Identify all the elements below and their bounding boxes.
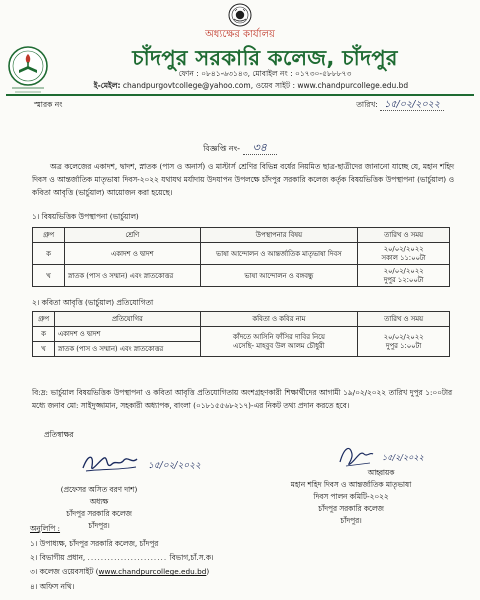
presentation-table xyxy=(32,227,450,287)
poem-cell xyxy=(200,327,358,357)
principal-org: চাঁদপুর সরকারি কলেজ xyxy=(66,509,132,518)
copy-item-text: ২। বিভাগীয় প্রধান, xyxy=(30,553,86,563)
list-item: ৪। অফিস নথি। xyxy=(30,581,75,591)
principal-sign-date: ১৫/০২/২০২২ xyxy=(148,461,201,471)
copy-item-text: ৩। কলেজ ওয়েবসাইট ( xyxy=(30,567,99,577)
committee-place: চাঁদপুর। xyxy=(340,516,362,525)
class-cell: একাদশ ও দ্বাদশ xyxy=(54,327,200,342)
col-header: কবিতা ও কবির নাম xyxy=(200,312,358,327)
convener-block xyxy=(256,467,446,527)
principal-signature-icon xyxy=(80,450,140,476)
notice-body: অত্র কলেজের একাদশ, দ্বাদশ, স্নাতক (পাস ও অনার্স) ও মাস্টার্স শ্রেণির বিভিন্ন বর্ষের নিয়মিত ছাত্র-ছাত্রীদের জানানো যাচ্ছে যে, মহান শহিদ দিবস ও আন্তর্জাতিক মাতৃভাষা দিবস-২০২২ যথাযথ মর্যাদায় উদযাপন উপলক্ষে চাঁদপুর সরকারি কলেজ কর্তৃক বিষয়ভিত্তিক উপস্থাপনা (ভার্চুয়াল) ও কবিতা আবৃত্তি (ভার্চুয়াল) আয়োজন করা হয়েছে। xyxy=(32,162,454,198)
col-header: শ্রেণি xyxy=(64,228,200,243)
notice-number: ৩৪ xyxy=(243,141,277,155)
committee-line2: দিবস পালন কমিটি-২০২২ xyxy=(313,492,389,501)
col-header: গ্রুপ xyxy=(33,228,65,243)
recitation-table xyxy=(32,311,450,357)
date-label: তারিখ: xyxy=(356,100,378,109)
datetime-cell xyxy=(358,243,450,265)
topic-cell: ভাষা আন্দোলন ও আন্তর্জাতিক মাতৃভাষা দিবস xyxy=(200,243,358,265)
group-cell: খ xyxy=(33,265,65,287)
table-header-row xyxy=(33,312,450,327)
col-header: তারিখ ও সময় xyxy=(358,228,450,243)
email-label: ই-মেইল: xyxy=(93,81,121,90)
committee-org: চাঁদপুর সরকারি কলেজ xyxy=(318,504,384,513)
time-text: দুপুর ১২:০০টা xyxy=(383,275,424,284)
countersign-label: প্রতিস্বাক্ষর xyxy=(44,430,74,439)
contact-line xyxy=(26,81,476,93)
table-row xyxy=(33,243,450,265)
committee-line1: মহান শহিদ দিবস ও আন্তর্জাতিক মাতৃভাষা xyxy=(290,480,412,489)
class-cell: স্নাতক (পাস ও সম্মান) এবং স্নাতকোত্তর xyxy=(54,342,200,357)
copy-item-close: ) xyxy=(206,567,210,577)
office-title: অধ্যক্ষের কার্যালয় xyxy=(205,29,275,40)
phone-line: ফোন : ০৮৪১-৬৩১৪৩, মোবাইল নং : ০১৭৩০-৫৮৮৮৭৩ xyxy=(178,69,352,78)
list-item xyxy=(30,565,214,579)
convener-sign-date: ১৫/২/২০২২ xyxy=(382,453,424,462)
date-text: ২০/০২/২০২২ xyxy=(383,332,424,341)
copy-item-suffix: বিভাগ,চাঁ.স.ক। xyxy=(169,553,214,563)
time-text: সকাল ১১:০০টা xyxy=(381,253,426,262)
table-header-row xyxy=(33,228,450,243)
col-header: তারিখ ও সময় xyxy=(358,312,450,327)
header-divider xyxy=(6,94,474,96)
list-item xyxy=(30,551,214,565)
group-cell: খ xyxy=(33,342,55,357)
convener-signature-icon xyxy=(336,442,376,470)
poem-title: কাঁদতে আসিনি ফাঁসির দাবির নিয়ে xyxy=(232,332,325,341)
datetime-cell xyxy=(358,327,450,357)
blank-dots: ........................ xyxy=(87,553,168,563)
government-seal-icon xyxy=(228,3,252,27)
memo-label: স্মারক নং xyxy=(34,100,63,109)
email-link[interactable]: chandpurgovtcollege@yahoo.com xyxy=(122,81,251,90)
section2-title: ২। কবিতা আবৃত্তি (ভার্চুয়াল) প্রতিযোগিতা xyxy=(32,298,154,307)
datetime-cell xyxy=(358,265,450,287)
copy-title: অনুলিপি : xyxy=(30,524,61,533)
col-header: গ্রুপ xyxy=(33,312,55,327)
col-header: প্রতিযোগির xyxy=(54,312,200,327)
list-item: ১। উপাধ্যক্ষ, চাঁদপুর সরকারি কলেজ, চাঁদপুর xyxy=(30,539,159,548)
table-row xyxy=(33,327,450,342)
note-text: বি:দ্র: ভার্চুয়াল বিষয়ভিত্তিক উপস্থাপনা ও কবিতা আবৃত্তি প্রতিযোগিতায় অংশগ্রহণকারী শিক্ষার্থীদের আগামী ১৯/০২/২০২২ তারিখ দুপুর ১:০০টার মধ্যে জনাব মো: সাইদুজ্জামান, সহকারী অধ্যাপক, বাংলা (০১৮১৫৫৬৮২১৭)-এর নিকট তথ্য প্রদান করতে হবে। xyxy=(32,388,452,410)
college-name: চাঁদপুর সরকারি কলেজ, চাঁদপুর xyxy=(132,46,398,70)
convener-role: আহ্বায়ক xyxy=(367,468,395,477)
date-value: ১৫/০২/২০২২ xyxy=(380,99,444,111)
website-label: , ওয়েব সাইট : xyxy=(250,81,295,90)
date-text: ২০/০২/২০২২ xyxy=(383,266,424,275)
class-cell: একাদশ ও দ্বাদশ xyxy=(64,243,200,265)
table-row xyxy=(33,265,450,287)
section1-title: ১। বিষয়ভিত্তিক উপস্থাপনা (ভার্চুয়াল) xyxy=(32,212,139,221)
principal-place: চাঁদপুর। xyxy=(88,521,110,530)
date-line xyxy=(356,98,444,113)
notice-label: বিজ্ঞপ্তি নং- xyxy=(203,144,241,153)
time-text: দুপুর ১:০০টা xyxy=(385,341,422,350)
col-header: উপস্থাপনার বিষয় xyxy=(200,228,358,243)
group-cell: ক xyxy=(33,327,55,342)
copy-list xyxy=(30,537,214,594)
principal-designation: অধ্যক্ষ xyxy=(89,497,109,506)
notice-number-line xyxy=(0,139,480,158)
date-text: ২০/০২/২০২২ xyxy=(383,244,424,253)
website-url-link[interactable]: www.chandpurcollege.edu.bd xyxy=(98,567,207,577)
principal-name: (প্রফেসর অসিত বরণ দাশ) xyxy=(60,485,138,494)
group-cell: ক xyxy=(33,243,65,265)
principal-block xyxy=(44,484,154,532)
website-link[interactable]: www.chandpurcollege.edu.bd xyxy=(297,81,409,90)
topic-cell: ভাষা আন্দোলন ও বঙ্গবন্ধু xyxy=(200,265,358,287)
poem-poet: এসেছি- মাহবুব উল আলম চৌধুরী xyxy=(233,341,325,350)
class-cell: স্নাতক (পাস ও সম্মান) এবং স্নাতকোত্তর xyxy=(64,265,200,287)
